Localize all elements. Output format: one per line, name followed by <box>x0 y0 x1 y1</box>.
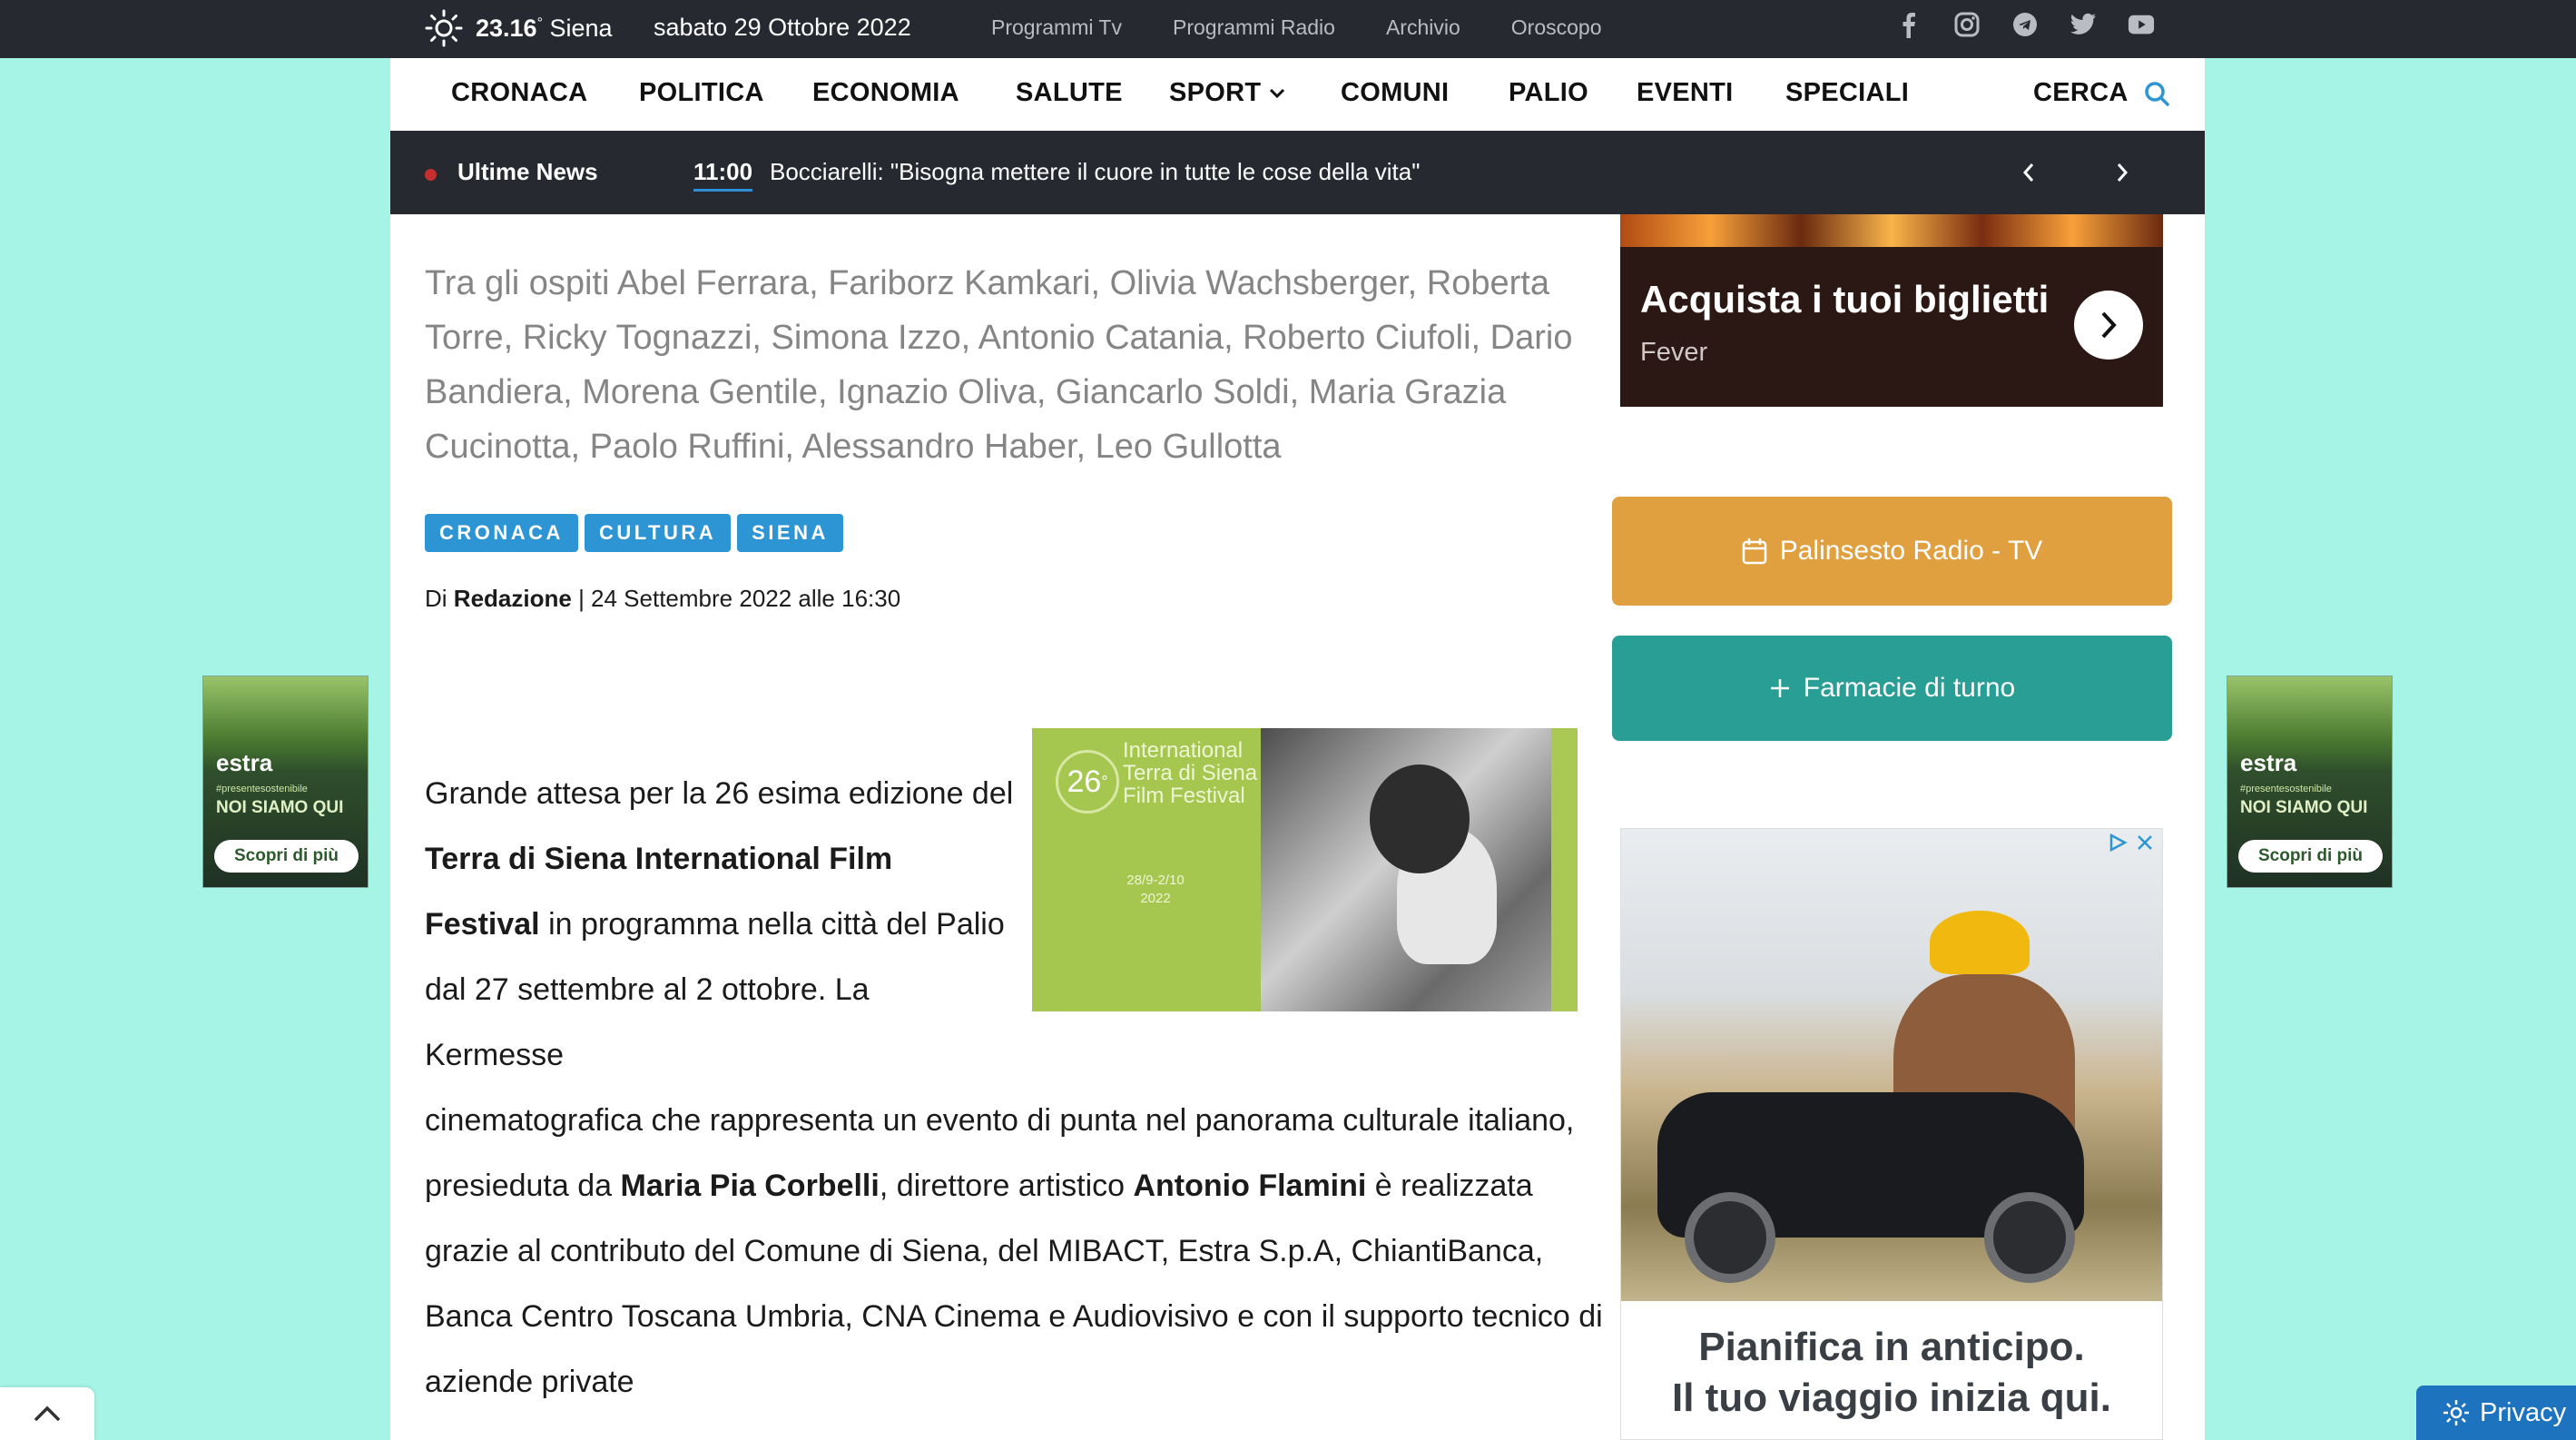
poster-photo-hair <box>1370 764 1470 873</box>
gear-icon <box>2442 1398 2471 1427</box>
ad-choices[interactable] <box>2108 833 2155 853</box>
twitter-icon[interactable] <box>2070 11 2097 38</box>
car-ad-image <box>1621 829 2162 1301</box>
ticket-ad-go-button[interactable] <box>2074 291 2143 360</box>
tag-cronaca[interactable]: CRONACA <box>425 514 578 552</box>
poster-title-line: Film Festival <box>1123 784 1245 808</box>
nav-item-palio[interactable]: PALIO <box>1509 78 1588 107</box>
scroll-top-button[interactable] <box>0 1387 94 1440</box>
article-byline <box>425 585 900 613</box>
poster-dates <box>1110 872 1201 908</box>
nav-item-eventi[interactable]: EVENTI <box>1637 78 1734 107</box>
search-button[interactable] <box>2033 78 2170 108</box>
temperature: 23.16 <box>476 14 537 42</box>
body-bold-director: Antonio Flamini <box>1133 1169 1367 1203</box>
poster-film-strip <box>1551 728 1578 1011</box>
chevron-left-icon <box>2021 162 2036 183</box>
chevron-right-icon <box>2115 162 2129 183</box>
article-tags <box>425 514 843 552</box>
tag-cultura[interactable]: CULTURA <box>585 514 731 552</box>
ticker-label: Ultime News <box>457 158 598 185</box>
temp-unit: ° <box>536 15 543 31</box>
nav-item-sport[interactable] <box>1169 78 1286 108</box>
privacy-button[interactable] <box>2416 1386 2576 1440</box>
ticket-ad-brand: Fever <box>1640 338 1708 367</box>
article-paragraph-2 <box>425 1088 1605 1415</box>
banner-brand: estra <box>2240 749 2297 776</box>
body-text: Grande attesa per la 26 esima edizione del <box>425 776 1014 811</box>
poster-title <box>1123 739 1259 807</box>
banner-slogan: NOI SIAMO QUI <box>216 798 344 817</box>
chevron-right-icon <box>2099 310 2119 340</box>
main-nav <box>390 58 2205 131</box>
instagram-icon[interactable] <box>1953 11 1981 38</box>
body-text: è realizzata grazie al contributo del Comune di Siena, del MIBACT, Estra S.p.A, ChiantiBanca, Banca Centro Toscana Umbria, CNA Cinema e Audiovisivo e con il supporto tecnico di aziende private <box>425 1169 1603 1399</box>
chevron-up-icon <box>33 1405 62 1423</box>
poster-dates-line: 2022 <box>1140 891 1171 906</box>
ticket-ad[interactable] <box>1620 214 2163 407</box>
nav-item-comuni[interactable]: COMUNI <box>1341 78 1450 107</box>
news-ticker <box>390 131 2205 214</box>
body-bold-festival: Terra di Siena International Film Festival <box>425 842 893 942</box>
calendar-icon <box>1742 538 1767 565</box>
adchoices-icon[interactable] <box>2108 833 2128 853</box>
estra-banner-right[interactable] <box>2227 676 2393 888</box>
nav-item-speciali[interactable]: SPECIALI <box>1785 78 1910 107</box>
poster-title-line: International <box>1123 738 1244 763</box>
palinsesto-label: Palinsesto Radio - TV <box>1779 536 2043 566</box>
youtube-icon[interactable] <box>2128 11 2155 38</box>
car-ad-hat <box>1930 911 2030 974</box>
poster-number-sup: ° <box>1101 772 1108 791</box>
body-text: cinematografica che rappresenta un evento di punta nel panorama culturale italiano, presieduta da <box>425 1103 1575 1203</box>
nav-item-economia[interactable]: ECONOMIA <box>812 78 959 107</box>
festival-poster-image <box>1032 728 1578 1011</box>
ad-lights-image <box>1620 214 2163 247</box>
link-oroscopo[interactable]: Oroscopo <box>1510 15 1602 39</box>
chevron-down-icon <box>1268 87 1286 100</box>
search-label: CERCA <box>2033 78 2129 107</box>
banner-slogan: NOI SIAMO QUI <box>2240 798 2368 817</box>
car-ad-line-2: Il tuo viaggio inizia qui. <box>1672 1376 2111 1420</box>
car-ad-line-1: Pianifica in anticipo. <box>1698 1325 2085 1369</box>
plus-icon <box>1769 677 1791 699</box>
article-paragraph-1 <box>425 761 1015 1088</box>
banner-cta-button[interactable]: Scopri di più <box>214 840 359 873</box>
close-icon[interactable] <box>2135 833 2155 853</box>
facebook-icon[interactable] <box>1895 11 1922 38</box>
tag-siena[interactable]: SIENA <box>737 514 843 552</box>
banner-brand: estra <box>216 749 273 776</box>
palinsesto-button[interactable] <box>1612 497 2172 606</box>
byline-author[interactable]: Redazione <box>453 585 572 612</box>
main-container <box>390 58 2205 1440</box>
top-links <box>991 15 1601 40</box>
farmacie-button[interactable] <box>1612 636 2172 741</box>
ticker-prev-button[interactable] <box>2011 154 2047 191</box>
link-programmi-radio[interactable]: Programmi Radio <box>1173 15 1335 39</box>
city: Siena <box>549 14 613 42</box>
car-ad[interactable] <box>1620 828 2163 1440</box>
poster-edition-badge <box>1056 750 1119 814</box>
link-programmi-tv[interactable]: Programmi Tv <box>991 15 1122 39</box>
nav-item-salute[interactable]: SALUTE <box>1016 78 1123 107</box>
car-ad-wheel <box>1984 1192 2075 1283</box>
nav-item-cronaca[interactable]: CRONACA <box>451 78 588 107</box>
nav-item-sport-label: SPORT <box>1169 78 1262 107</box>
ticker-next-button[interactable] <box>2104 154 2140 191</box>
banner-cta-button[interactable]: Scopri di più <box>2238 840 2383 873</box>
byline-date: | 24 Settembre 2022 alle 16:30 <box>578 585 901 612</box>
car-ad-wheel <box>1685 1192 1775 1283</box>
banner-hashtag: #presentesostenibile <box>216 784 308 794</box>
body-text: , direttore artistico <box>879 1169 1134 1203</box>
ticker-time: 11:00 <box>693 158 752 192</box>
poster-number: 26 <box>1067 764 1102 799</box>
privacy-label: Privacy <box>2480 1397 2567 1427</box>
banner-hashtag: #presentesostenibile <box>2240 784 2332 794</box>
body-text: in programma nella città del Palio dal 27 settembre al 2 ottobre. La Kermesse <box>425 907 1005 1072</box>
live-dot-icon <box>425 169 437 181</box>
current-date: sabato 29 Ottobre 2022 <box>654 14 911 41</box>
nav-item-politica[interactable]: POLITICA <box>639 78 764 107</box>
top-bar <box>0 0 2576 58</box>
article-lead: Tra gli ospiti Abel Ferrara, Fariborz Kamkari, Olivia Wachsberger, Roberta Torre, Ricky Tognazzi, Simona Izzo, Antonio Catania, Roberto Ciufoli, Dario Bandiera, Morena Gentile, Ignazio Oliva, Giancarlo Soldi, Maria Grazia Cucinotta, Paolo Ruffini, Alessandro Haber, Leo Gullotta <box>425 264 1573 466</box>
search-icon <box>2143 80 2170 107</box>
estra-banner-left[interactable] <box>202 676 369 888</box>
byline-prefix: Di <box>425 585 447 612</box>
poster-dates-line: 28/9-2/10 <box>1126 873 1185 888</box>
link-archivio[interactable]: Archivio <box>1385 15 1460 39</box>
ticket-ad-title: Acquista i tuoi biglietti <box>1640 278 2050 321</box>
farmacie-label: Farmacie di turno <box>1803 673 2016 703</box>
body-bold-president: Maria Pia Corbelli <box>620 1169 880 1203</box>
poster-title-line: Terra di Siena <box>1123 761 1258 785</box>
social-links <box>1895 11 2155 38</box>
sun-icon <box>425 9 463 47</box>
poster-photo <box>1261 728 1551 1011</box>
weather-widget <box>425 9 613 47</box>
ticker-headline[interactable]: Bocciarelli: "Bisogna mettere il cuore in tutte le cose della vita" <box>770 158 1421 185</box>
telegram-icon[interactable] <box>2011 11 2039 38</box>
